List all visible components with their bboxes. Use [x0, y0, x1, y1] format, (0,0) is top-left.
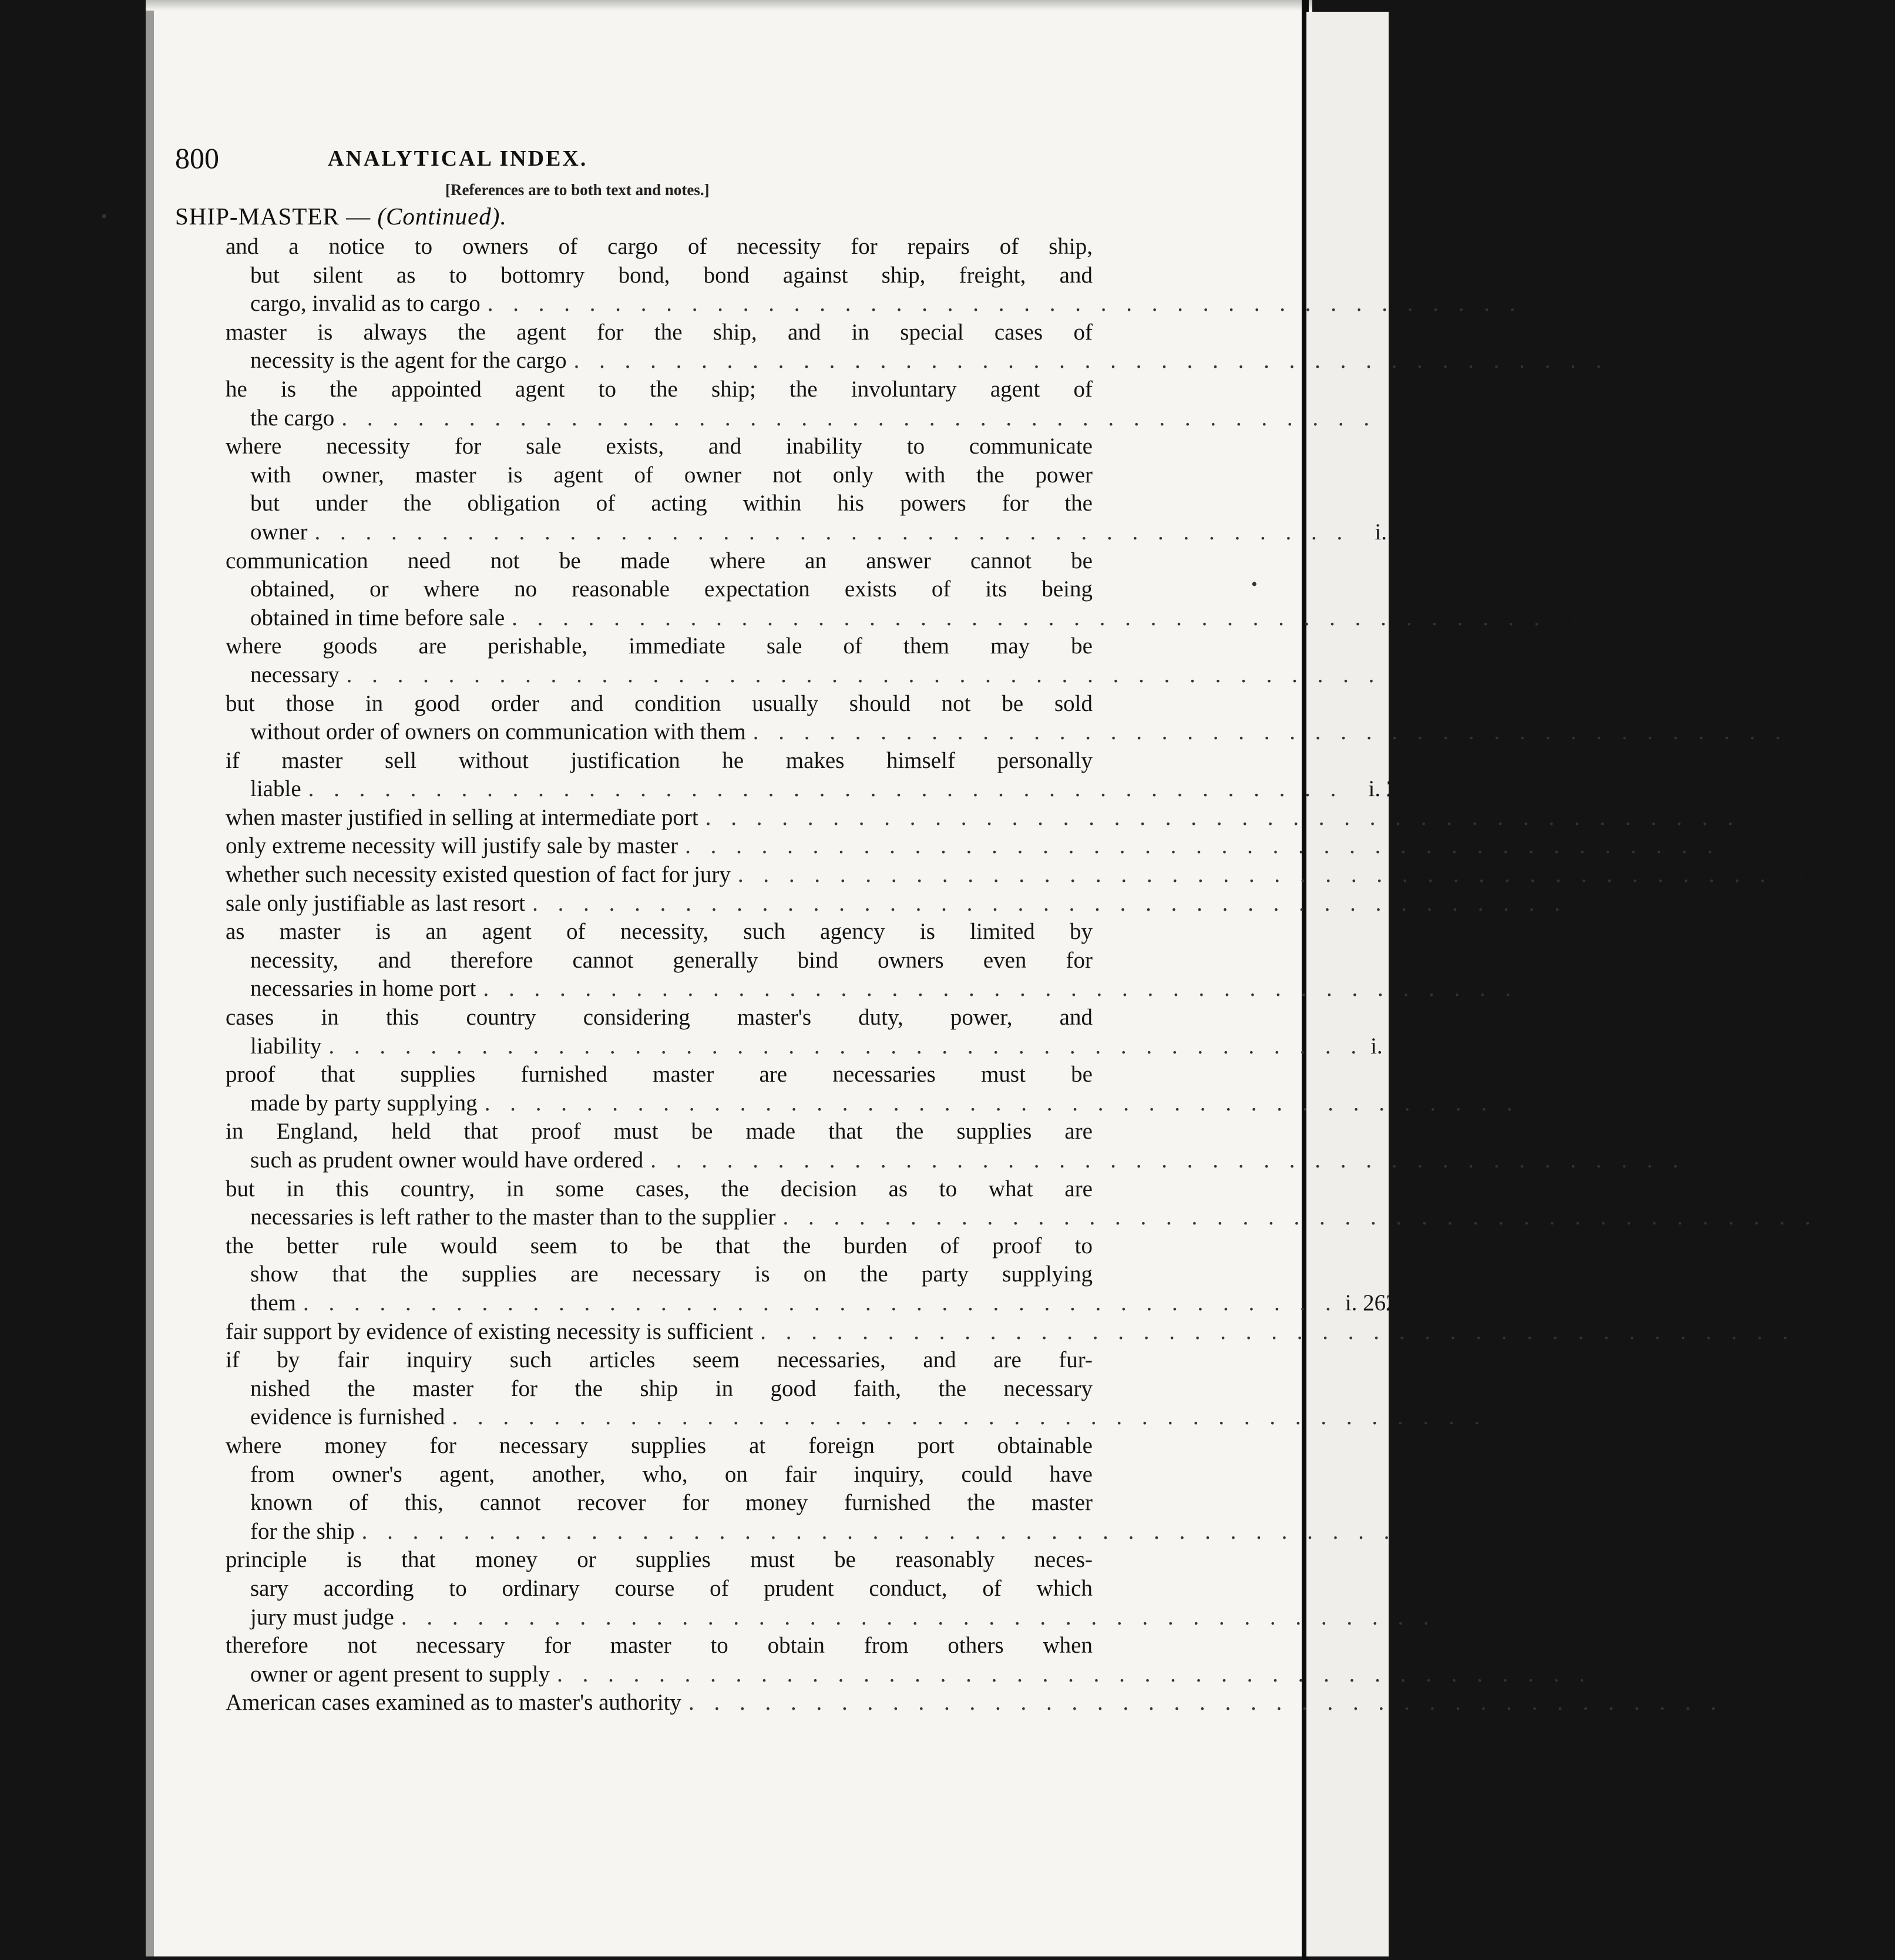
- page-reference: i. 258: [1813, 719, 1866, 745]
- dot-leader: . . . . . . . . . . . . . . . . . . . . . . . . . . . . . . . . . . . . . . . . .: [557, 1661, 1592, 1687]
- page-reference: i. 258: [1572, 605, 1624, 630]
- entry-final-line: [226, 1660, 1697, 1689]
- dot-leader: . . . . . . . . . . . . . . . . . . . . . . . . . . . . . . . . . . . . . . . . .: [737, 862, 1773, 888]
- entry-text-line: cargo, invalid as to cargo: [250, 291, 481, 317]
- index-entry: [226, 890, 1672, 918]
- entry-final-line: [226, 1032, 1465, 1061]
- entry-final-line: [226, 1603, 1514, 1632]
- entry-text-line: American cases examined as to master's authority: [226, 1690, 681, 1716]
- entry-text-line: with owner, master is agent of owner not only with the power: [250, 462, 1093, 488]
- index-entry: [226, 432, 1427, 546]
- margin-speck-mark: •: [1251, 575, 1258, 594]
- dot-leader: . . . . . . . . . . . . . . . . . . . . . . . . . . . . . . . . . . . . . . . . .: [685, 833, 1720, 859]
- entry-final-line: [226, 661, 1459, 690]
- entry-final-line: [226, 775, 1421, 804]
- entry-text-line: owner: [250, 519, 308, 545]
- page-reference: i. 258: [1765, 804, 1818, 830]
- entry-final-line: [226, 1289, 1443, 1318]
- entry-text-line: show that the supplies are necessary is on the party supplying: [250, 1261, 1093, 1287]
- index-entry: [226, 318, 1686, 375]
- entry-text-line: fair support by evidence of existing necessity is sufficient: [226, 1318, 754, 1344]
- index-entry: [226, 1004, 1465, 1060]
- index-entry: [226, 832, 1797, 861]
- entry-text-line: from owner's agent, another, who, on fair inquiry, could have: [250, 1461, 1093, 1487]
- entry-text-line: proof that supplies furnished master are necessaries must be: [226, 1062, 1093, 1088]
- entry-text-line: for the ship: [250, 1518, 355, 1544]
- entry-text-line: where money for necessary supplies at foreign port obtainable: [226, 1432, 1093, 1458]
- page-reference: i. 262, 263: [1345, 1290, 1443, 1315]
- page-reference: i. 261: [1843, 1204, 1895, 1230]
- entry-text-line: nished the master for the ship in good faith, the necessary: [250, 1375, 1093, 1401]
- running-head: ANALYTICAL INDEX.: [328, 146, 588, 171]
- dot-leader: . . . . . . . . . . . . . . . . . . . . . . . . . . . . . . . . . . . . . . . . .: [303, 1290, 1338, 1315]
- index-entry: [226, 918, 1620, 1004]
- index-entry: [226, 1318, 1873, 1347]
- entry-text-line: such as prudent owner would have ordered: [250, 1147, 644, 1173]
- entry-text-line: jury must judge: [250, 1604, 394, 1630]
- entry-final-line: [226, 1203, 1895, 1232]
- entry-text-line: if by fair inquiry such articles seem necessaries, and are fur-: [226, 1347, 1093, 1373]
- index-entry: [226, 1175, 1895, 1232]
- page-number: 800: [175, 142, 219, 174]
- dot-leader: . . . . . . . . . . . . . . . . . . . . . . . . . . . . . . . . . . . . . . . . .: [401, 1604, 1436, 1630]
- entry-text-line: necessaries in home port: [250, 976, 476, 1002]
- entry-text-line: necessaries is left rather to the master than to the supplier: [250, 1204, 776, 1230]
- entry-text-line: principle is that money or supplies must be reasonably neces-: [226, 1547, 1093, 1573]
- entry-final-line: [226, 718, 1866, 747]
- page-reference: i. 263: [1820, 1318, 1873, 1344]
- page-binding-edge: [146, 0, 154, 1956]
- entry-final-line: [226, 404, 1454, 433]
- entry-text-line: communication need not be made where an answer cannot be: [226, 548, 1093, 573]
- index-entry: [226, 547, 1624, 633]
- entry-final-line: [226, 832, 1797, 861]
- entry-text-line: as master is an agent of necessity, such agency is limited by: [226, 919, 1093, 945]
- entry-text-line: but silent as to bottomry bond, bond against ship, freight, and: [250, 262, 1093, 288]
- dot-leader: . . . . . . . . . . . . . . . . . . . . . . . . . . . . . . . . . . . . . . . . .: [487, 291, 1523, 317]
- dot-leader: . . . . . . . . . . . . . . . . . . . . . . . . . . . . . . . . . . . . . . . . .: [760, 1318, 1795, 1344]
- index-entry: [226, 1060, 1597, 1117]
- dot-leader: . . . . . . . . . . . . . . . . . . . . . . . . . . . . . . . . . . . . . . . . .: [752, 719, 1788, 745]
- index-entry: [226, 1689, 1825, 1717]
- dot-leader: . . . . . . . . . . . . . . . . . . . . . . . . . . . . . . . . . . . . . . . . .: [573, 348, 1609, 374]
- entry-text-line: without order of owners on communication with them: [250, 719, 746, 745]
- dot-leader: . . . . . . . . . . . . . . . . . . . . . . . . . . . . . . . . . . . . . . . . .: [705, 804, 1741, 830]
- dot-leader: . . . . . . . . . . . . . . . . . . . . . . . . . . . . . . . . . . . . . . . . .: [650, 1147, 1686, 1173]
- entry-text-line: necessity, and therefore cannot generally bind owners even for: [250, 947, 1093, 973]
- entry-final-line: [226, 1689, 1825, 1717]
- page-reference: i. 259: [1745, 833, 1797, 859]
- dot-leader: . . . . . . . . . . . . . . . . . . . . . . . . . . . . . . . . . . . . . . . . .: [314, 519, 1350, 545]
- dot-leader: . . . . . . . . . . . . . . . . . . . . . . . . . . . . . . . . . . . . . . . . .: [688, 1690, 1723, 1716]
- page-header: [175, 141, 1056, 182]
- index-entry: [226, 1632, 1697, 1689]
- entry-text-line: the better rule would seem to be that the burden of proof to: [226, 1233, 1093, 1258]
- page-reference: i. 259, 260: [1574, 890, 1672, 916]
- entry-final-line: [226, 1518, 1498, 1546]
- entry-text-line: sale only justifiable as last resort: [226, 890, 526, 916]
- entry-final-line: [226, 1403, 1565, 1432]
- dot-leader: . . . . . . . . . . . . . . . . . . . . . . . . . . . . . . . . . . . . . . . . .: [361, 1518, 1397, 1544]
- entry-text-line: when master justified in selling at intermediate port: [226, 804, 698, 830]
- index-entry: [226, 861, 1850, 890]
- entry-final-line: [226, 804, 1818, 833]
- entry-text-line: only extreme necessity will justify sale by master: [226, 833, 678, 859]
- entry-final-line: [226, 290, 1628, 318]
- entry-text-line: the cargo: [250, 405, 335, 431]
- entry-final-line: [226, 1318, 1873, 1347]
- entry-text-line: evidence is furnished: [250, 1404, 445, 1430]
- entry-final-line: [226, 604, 1624, 633]
- page-reference: i. 258: [1406, 662, 1459, 687]
- dot-leader: . . . . . . . . . . . . . . . . . . . . . . . . . . . . . . . . . . . . . . . . .: [512, 605, 1547, 630]
- entry-text-line: necessity is the agent for the cargo: [250, 348, 567, 374]
- dot-leader: . . . . . . . . . . . . . . . . . . . . . . . . . . . . . . . . . . . . . . . . .: [346, 662, 1382, 687]
- page-reference: i. 258: [1375, 519, 1427, 545]
- page-reference: i. 263: [1512, 1404, 1565, 1430]
- page-reference: i. 264, 265: [1598, 1661, 1697, 1687]
- dot-leader: . . . . . . . . . . . . . . . . . . . . . . . . . . . . . . . . . . . . . . . . .: [483, 976, 1518, 1002]
- entry-text-line: where goods are perishable, immediate sale of them may be: [226, 633, 1093, 659]
- page-top-shadow: [146, 0, 1312, 11]
- page-reference: i. 257: [1634, 348, 1686, 374]
- entry-final-line: [226, 1089, 1597, 1118]
- entry-text-line: obtained, or where no reasonable expectation exists of its being: [250, 576, 1093, 602]
- entry-text-line: liable: [250, 776, 301, 802]
- dot-leader: . . . . . . . . . . . . . . . . . . . . . . . . . . . . . . . . . . . . . . . . .: [308, 776, 1343, 802]
- page-reference: i. 257: [1402, 405, 1454, 431]
- dot-leader: . . . . . . . . . . . . . . . . . . . . . . . . . . . . . . . . . . . . . . . . .: [782, 1204, 1818, 1230]
- dot-leader: . . . . . . . . . . . . . . . . . . . . . . . . . . . . . . . . . . . . . . . . .: [452, 1404, 1487, 1430]
- entry-text-line: cases in this country considering master's duty, power, and: [226, 1005, 1093, 1031]
- index-entries: [226, 233, 1895, 1717]
- entry-final-line: [226, 1146, 1763, 1175]
- entry-text-line: sary according to ordinary course of prudent conduct, of which: [250, 1575, 1093, 1601]
- index-entry: [226, 233, 1628, 318]
- page-reference: i. 261: [1544, 1090, 1597, 1116]
- heading-continued: (Continued).: [377, 203, 507, 230]
- index-entry: [226, 1546, 1514, 1632]
- page-reference: i. 258: [1368, 776, 1421, 802]
- entry-final-line: [226, 890, 1672, 918]
- dot-leader: . . . . . . . . . . . . . . . . . . . . . . . . . . . . . . . . . . . . . . . . .: [532, 890, 1567, 916]
- page-reference: i. 261: [1711, 1147, 1763, 1173]
- index-entry: [226, 690, 1866, 747]
- entry-text-line: whether such necessity existed question of fact for jury: [226, 862, 731, 888]
- index-entry: [226, 1432, 1498, 1546]
- dot-leader: . . . . . . . . . . . . . . . . . . . . . . . . . . . . . . . . . . . . . . . . .: [328, 1033, 1364, 1059]
- page-reference: i. 259: [1797, 862, 1850, 888]
- index-entry: [226, 1232, 1443, 1318]
- index-entry: [226, 804, 1818, 833]
- entry-final-line: [226, 861, 1850, 890]
- entry-text-line: owner or agent present to supply: [250, 1661, 550, 1687]
- entry-text-line: and a notice to owners of cargo of necessity for repairs of ship,: [226, 234, 1093, 259]
- page-reference: i. 265-269: [1730, 1690, 1825, 1716]
- dot-leader: . . . . . . . . . . . . . . . . . . . . . . . . . . . . . . . . . . . . . . . . .: [484, 1090, 1520, 1116]
- page-reference: i. 258-261: [1370, 1033, 1465, 1059]
- entry-text-line: them: [250, 1290, 296, 1315]
- entry-text-line: where necessity for sale exists, and inability to communicate: [226, 434, 1093, 459]
- entry-final-line: [226, 347, 1686, 375]
- reference-note: [References are to both text and notes.]: [445, 181, 710, 199]
- entry-text-line: but under the obligation of acting within his powers for the: [250, 491, 1093, 516]
- entry-text-line: if master sell without justification he makes himself personally: [226, 747, 1093, 773]
- entry-text-line: known of this, cannot recover for money furnished the master: [250, 1490, 1093, 1516]
- index-entry: [226, 632, 1459, 689]
- entry-text-line: made by party supplying: [250, 1090, 478, 1116]
- index-entry: [226, 1346, 1565, 1432]
- page-reference: i. 262-264: [1403, 1518, 1498, 1544]
- entry-text-line: but in this country, in some cases, the decision as to what are: [226, 1176, 1093, 1201]
- page-reference: i. 256, 257: [1529, 291, 1628, 317]
- index-entry: [226, 375, 1454, 432]
- dot-leader: . . . . . . . . . . . . . . . . . . . . . . . . . . . . . . . . . . . . . . . . .: [341, 405, 1377, 431]
- heading-title: SHIP-MASTER —: [175, 203, 378, 230]
- page-reference: i. 264: [1461, 1604, 1514, 1630]
- entry-text-line: necessary: [250, 662, 340, 687]
- entry-final-line: [226, 518, 1427, 547]
- index-entry: [226, 1117, 1763, 1174]
- entry-final-line: [226, 975, 1620, 1004]
- entry-text-line: master is always the agent for the ship, and in special cases of: [226, 319, 1093, 345]
- index-entry: [226, 747, 1421, 804]
- entry-text-line: therefore not necessary for master to obtain from others when: [226, 1633, 1093, 1659]
- entry-text-line: liability: [250, 1033, 322, 1059]
- entry-text-line: obtained in time before sale: [250, 605, 505, 630]
- entry-text-line: in England, held that proof must be made that the supplies are: [226, 1119, 1093, 1145]
- index-heading: [175, 202, 507, 230]
- entry-text-line: he is the appointed agent to the ship; the involuntary agent of: [226, 376, 1093, 402]
- margin-speck-mark: •: [101, 207, 107, 226]
- page-reference: i. 259-261: [1525, 976, 1620, 1002]
- entry-text-line: but those in good order and condition usually should not be sold: [226, 690, 1093, 716]
